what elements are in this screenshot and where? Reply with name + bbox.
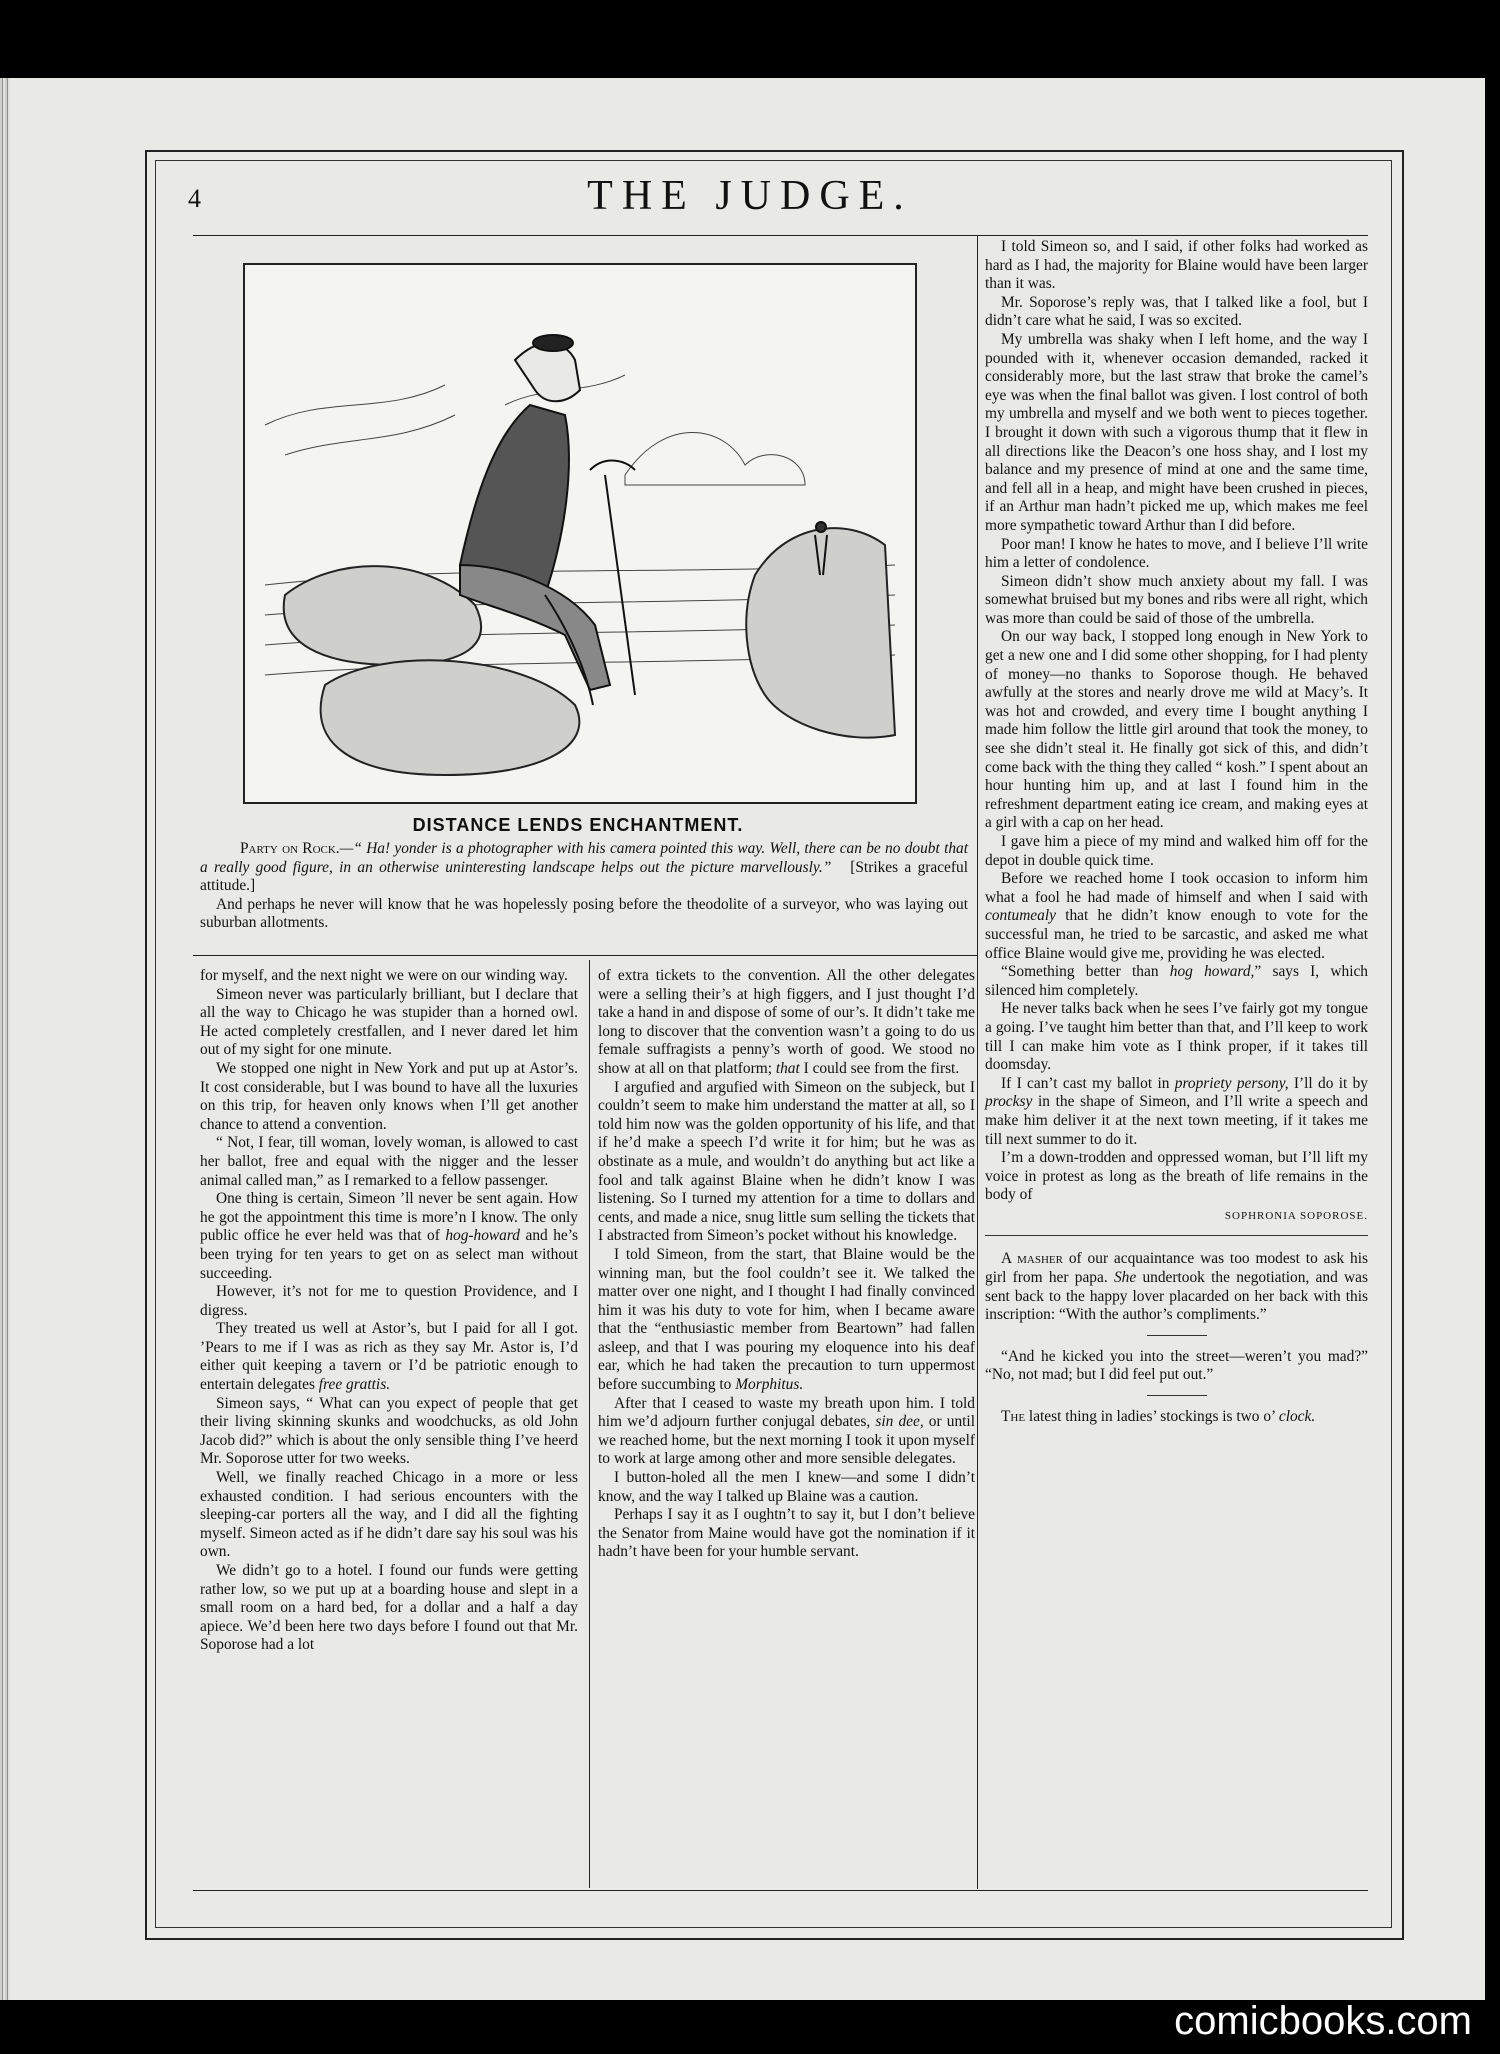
illustration-drawing bbox=[245, 265, 915, 802]
illustration-distance-lends-enchantment bbox=[243, 263, 917, 804]
italic-run: that bbox=[775, 1059, 800, 1077]
caption-speech: —“ Ha! yonder is a photographer with his camera pointed this way. Well, there can be no doubt that a really good figure, in an otherwise uninteresting landscape helps out the picture marvellously.” bbox=[200, 840, 969, 876]
text-run: latest thing in ladies’ stockings is two o’ bbox=[1025, 1408, 1279, 1426]
paragraph: Mr. Soporose’s reply was, that I talked like a fool, but I didn’t care what he said, I was so excited. bbox=[985, 293, 1368, 330]
paragraph: Poor man! I know he hates to move, and I believe I’ll write him a letter of condolence. bbox=[985, 535, 1368, 572]
paragraph bbox=[985, 1075, 1368, 1149]
lead-word: A masher bbox=[1001, 1250, 1063, 1268]
text-run: undertook the negotiation, and was sent back to the happy lover placarded on her back with this inscription: “With the author’s compliments.” bbox=[985, 1269, 1368, 1324]
section-rule bbox=[985, 1235, 1368, 1236]
signature: SOPHRONIA SOPOROSE. bbox=[1224, 1209, 1368, 1222]
paragraph: However, it’s not for me to question Providence, and I digress. bbox=[200, 1283, 578, 1319]
caption-followup: And perhaps he never will know that he was hopelessly posing before the theodolite of a surveyor, who was laying out suburban allotments. bbox=[200, 895, 968, 932]
italic-run: Morphitus. bbox=[735, 1376, 804, 1394]
paragraph: My umbrella was shaky when I left home, and the way I pounded with it, whenever occasion demanded, racked it considerably more, but the last straw that broke the camel’s eye was when the final ballot was given. I lost control of both my umbrella and myself and we both went to pieces together. I brought it down with such a vigorous thump that it flew in all directions like the Deacon’s one hoss shay, and I lost my balance and my presence of mind at one and the same time, and fell all in a heap, and might have been crushed in pieces, if an Arthur man hadn’t picked me up, which makes me feel more sympathetic toward Arthur than I did before. bbox=[985, 330, 1368, 534]
lead-word: The bbox=[1001, 1408, 1026, 1426]
text-run: of extra tickets to the convention. All the other delegates were a selling their’s at high figgers, and I just thought I’d take a hand in and dispose of some of our’s. It didn’t take me long to discover that the convention wasn’t a going to do us female suffragists a penny’s worth of good. We stood no show at all on that platform; bbox=[598, 967, 975, 1077]
italic-run: contumealy bbox=[985, 907, 1056, 925]
caption-bottom-rule bbox=[193, 955, 977, 956]
text-run: that he didn’t know enough to vote for the successful man, he tried to be sarcastic, and asked me what office Blaine would give me, providing he was elected. bbox=[985, 907, 1368, 962]
column-rule-mid bbox=[589, 960, 590, 1888]
paragraph bbox=[598, 1395, 975, 1469]
paragraph bbox=[200, 1320, 578, 1394]
text-run: One thing is certain, Simeon ’ll never be sent again. How he got the appointment this time is more’n I know. The only public office he ever held was that of bbox=[200, 1190, 578, 1245]
paragraph: He never talks back when he sees I’ve fairly got my tongue a going. I’ve taught him better than that, and I’ll keep to work till I can make him vote as I think proper, if it takes till doomsday. bbox=[985, 1000, 1368, 1074]
text-run: and he’s been trying for ten years to get on as select man without succeeding. bbox=[200, 1227, 578, 1282]
page-bottom-rule bbox=[193, 1890, 1368, 1891]
paragraph: Simeon didn’t show much anxiety about my fall. I was somewhat bruised but my bones and ribs were all right, which was more than could be said of those of the umbrella. bbox=[985, 572, 1368, 627]
column-right bbox=[985, 238, 1368, 1427]
text-run: of our acquaintance was too modest to ask his girl from her papa. bbox=[985, 1250, 1368, 1287]
paragraph bbox=[985, 1408, 1368, 1427]
watermark: comicbooks.com bbox=[1174, 1999, 1472, 2043]
column-rule-right bbox=[977, 236, 978, 1889]
masthead-rule bbox=[193, 235, 1368, 236]
divider bbox=[1147, 1335, 1207, 1336]
caption-title: DISTANCE LENDS ENCHANTMENT. bbox=[412, 815, 744, 835]
italic-run: She bbox=[1113, 1269, 1137, 1287]
paragraph bbox=[985, 1250, 1368, 1324]
italic-run: hog-howard bbox=[445, 1227, 520, 1245]
caption-text bbox=[200, 840, 968, 933]
paragraph: Well, we finally reached Chicago in a more or less exhausted condition. I had serious encounters with the sleeping-car porters all the way, and I did all the fighting myself. Simeon acted as if he didn’t dare say his soul was his own. bbox=[200, 1469, 578, 1561]
paragraph: I button-holed all the men I knew—and some I didn’t know, and the way I talked up Blaine was a caution. bbox=[598, 1469, 975, 1505]
italic-run: hog howard, bbox=[1169, 963, 1255, 981]
paragraph: Perhaps I say it as I oughtn’t to say it, but I don’t believe the Senator from Maine would have got the nomination if it hadn’t have been for your humble servant. bbox=[598, 1506, 975, 1561]
italic-run: propriety persony, bbox=[1174, 1074, 1289, 1092]
divider bbox=[1147, 1395, 1207, 1396]
text-run: I told Simeon, from the start, that Blaine would be the winning man, but the fool couldn’t see it. We talked the matter over one night, and I thought I had finally convinced him it was his duty to vote for him, when I became aware that the “enthusiastic member from Beartown” had fallen asleep, and that I was pouring my eloquence into his deaf ear, which he had taken the precaution to turn uppermost before succumbing to bbox=[598, 1245, 975, 1394]
text-run: “Something better than bbox=[1001, 963, 1170, 981]
text-run: If I can’t cast my ballot in bbox=[1001, 1074, 1175, 1092]
text-run: After that I ceased to waste my breath upon him. I told him we’d adjourn further conjugal debates, bbox=[598, 1394, 975, 1431]
italic-run: clock. bbox=[1278, 1408, 1316, 1426]
masthead-title: THE JUDGE. bbox=[587, 173, 913, 219]
caption-lead: Party on Rock. bbox=[240, 840, 340, 857]
paragraph: Simeon never was particularly brilliant, but I declare that all the way to Chicago he was stupider than a horned owl. He acted completely crestfallen, and I never dared let him out of my sight for one minute. bbox=[200, 985, 578, 1059]
paragraph bbox=[200, 1190, 578, 1283]
column-left bbox=[200, 967, 578, 1655]
paragraph bbox=[598, 967, 975, 1079]
paragraph: We didn’t go to a hotel. I found our funds were getting rather low, so we put up at a boarding house and slept in a small room on a hard bed, for a dollar and a half a day apiece. We’d been here two days before I found out that Mr. Soporose had a lot bbox=[200, 1562, 578, 1654]
paragraph: I gave him a piece of my mind and walked him off for the depot in double quick time. bbox=[985, 833, 1368, 869]
text-run: They treated us well at Astor’s, but I paid for all I got. ’Pears to me if I was as rich as they say Mr. Astor is, I’d either quit keeping a tavern or I’d be patriotic enough to entertain delegates bbox=[200, 1320, 578, 1394]
text-run: I could see from the first. bbox=[799, 1059, 960, 1077]
paragraph: for myself, and the next night we were on our winding way. bbox=[200, 967, 568, 984]
italic-run: free grattis. bbox=[318, 1376, 391, 1394]
paragraph: “ Not, I fear, till woman, lovely woman, is allowed to cast her ballot, free and equal with the nigger and the lesser animal called man,” as I remarked to a fellow passenger. bbox=[200, 1134, 578, 1189]
italic-run: procksy bbox=[985, 1093, 1033, 1111]
caption-stage-direction: [Strikes a graceful attitude.] bbox=[200, 858, 968, 895]
text-run: in the shape of Simeon, and I’ll write a speech and make him deliver it at the next town meeting, if it takes me till next summer to do it. bbox=[985, 1093, 1368, 1148]
paragraph bbox=[985, 870, 1368, 963]
paragraph: We stopped one night in New York and put up at Astor’s. It cost considerable, but I was bound to have all the luxuries on this trip, for heaven only knows when I’ll get another chance to attend a convention. bbox=[200, 1059, 578, 1133]
text-run: or until we reached home, but the next morning I took it upon myself to work at large among other and more sensible delegates. bbox=[598, 1413, 975, 1468]
paragraph: “And he kicked you into the street—weren’t you mad?” “No, not mad; but I did feel put out.” bbox=[985, 1347, 1368, 1384]
text-run: I’ll do it by bbox=[1288, 1074, 1369, 1092]
paragraph: I told Simeon so, and I said, if other folks had worked as hard as I had, the majority for Blaine would have been larger than it was. bbox=[985, 238, 1368, 293]
text-run: Before we reached home I took occasion to inform him what a fool he had made of himself and when I said with bbox=[985, 870, 1368, 906]
paragraph bbox=[598, 1246, 975, 1395]
paragraph: On our way back, I stopped long enough in New York to get a new one and I did some other shopping, for I had plenty of money—no thanks to Soporose though. He behaved awfully at the stores and nearly drove me wild at Macy’s. It was hot and crowded, and every time I bought anything I made him follow the little girl around that took the money, to see she didn’t steal it. He finally got sick of this, and didn’t come back with the thing they called “ kosh.” I spent about an hour hunting him up, and at last I found him in the refreshment department eating ice cream, and making eyes at a girl with a cap on her head. bbox=[985, 628, 1368, 832]
paragraph bbox=[985, 963, 1368, 1000]
italic-run: sin dee, bbox=[875, 1413, 924, 1431]
page-number: 4 bbox=[188, 184, 201, 213]
paragraph: Simeon says, “ What can you expect of people that get their living skinning skunks and woodchucks, as old John Jacob did?” which is about the only sensible thing I’ve heerd Mr. Soporose utter for two weeks. bbox=[200, 1394, 578, 1468]
column-middle bbox=[598, 967, 975, 1562]
paragraph: I argufied and argufied with Simeon on the subjeck, but I couldn’t seem to make him understand the matter at all, so I told him now was the golden opportunity of his life, and that if he’d make a speech I’d write it for him; but he was as obstinate as a mule, and wouldn’t do anything but act like a fool and talk against Blaine when he didn’t know I was listening. So I turned my attention for a time to dollars and cents, and made a nice, snug little sum selling the tickets that I abstracted from Simeon’s pocket without his knowledge. bbox=[598, 1078, 975, 1245]
text-run: ” says I, which silenced him completely. bbox=[985, 963, 1369, 999]
paragraph: I’m a down-trodden and oppressed woman, but I’ll lift my voice in protest as long as the breath of life remains in the body of bbox=[985, 1149, 1368, 1204]
